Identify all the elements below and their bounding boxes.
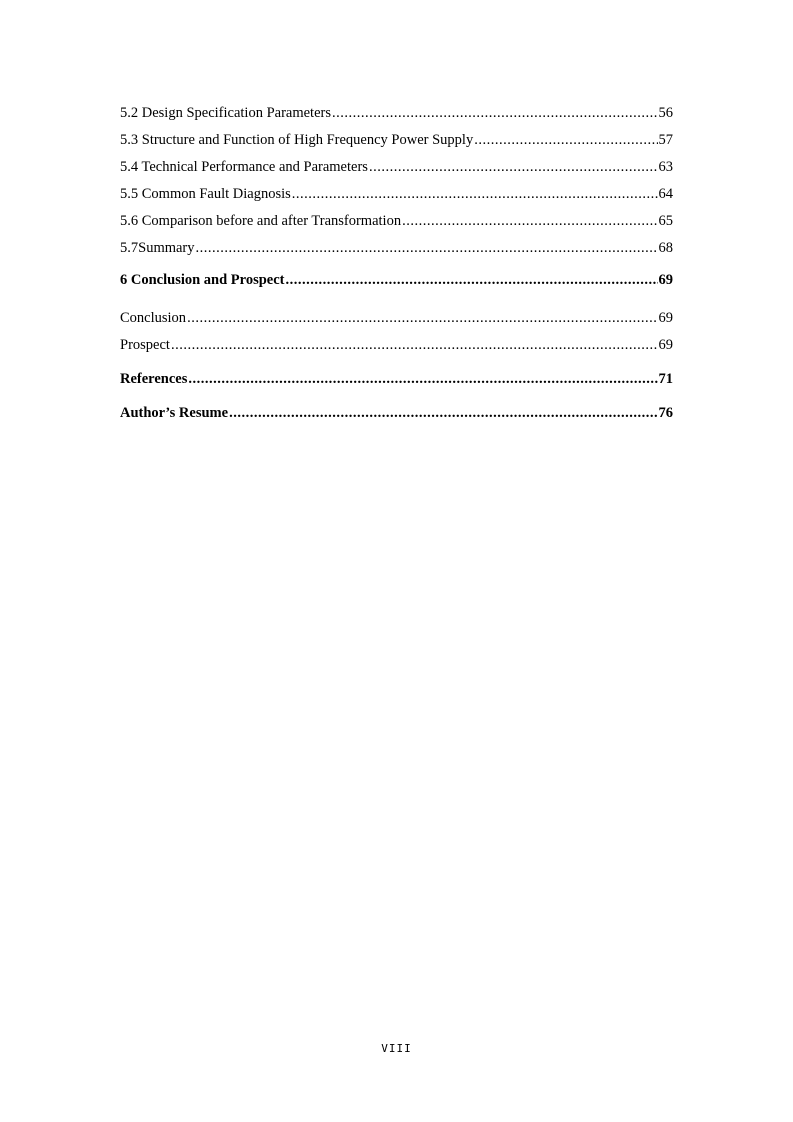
- toc-leader-dots: [402, 212, 657, 230]
- toc-leader-dots: [187, 309, 657, 327]
- toc-entry-page: 76: [658, 405, 673, 421]
- toc-entry-title: 5.5 Common Fault Diagnosis: [120, 186, 291, 202]
- toc-entry-page: 65: [658, 213, 673, 229]
- toc-entry-title: Conclusion: [120, 310, 187, 326]
- toc-entry-page: 71: [658, 371, 673, 387]
- toc-leader-dots: [332, 104, 658, 122]
- toc-entry-5-3[interactable]: [120, 122, 673, 149]
- toc-entry-page: 68: [658, 240, 673, 256]
- toc-entry-page: 57: [658, 132, 673, 148]
- page-number-footer: VIII: [381, 1042, 412, 1055]
- toc-leader-dots: [286, 271, 658, 289]
- toc-entry-title: References: [120, 371, 188, 387]
- toc-leader-dots: [369, 158, 658, 176]
- toc-leader-dots: [292, 185, 658, 203]
- toc-leader-dots: [474, 131, 657, 149]
- toc-entry-5-5[interactable]: [120, 176, 673, 203]
- toc-entry-title: Prospect: [120, 337, 170, 353]
- toc-leader-dots: [188, 370, 657, 388]
- toc-entry-title: 5.6 Comparison before and after Transformation: [120, 213, 402, 229]
- toc-entry-authors-resume[interactable]: [120, 388, 673, 422]
- toc-entry-5-7[interactable]: [120, 230, 673, 257]
- toc-entry-page: 64: [658, 186, 673, 202]
- toc-entry-chapter-6[interactable]: [120, 257, 673, 289]
- toc-entry-title: 5.7Summary: [120, 240, 195, 256]
- toc-entry-page: 69: [658, 272, 673, 288]
- toc-entry-page: 56: [658, 105, 673, 121]
- toc-leader-dots: [171, 336, 658, 354]
- toc-entry-page: 63: [658, 159, 673, 175]
- toc-entry-conclusion[interactable]: [120, 289, 673, 327]
- toc-entry-page: 69: [658, 337, 673, 353]
- toc-entry-5-2[interactable]: [120, 101, 673, 122]
- toc-entry-title: 5.3 Structure and Function of High Frequency Power Supply: [120, 132, 474, 148]
- toc-entry-references[interactable]: [120, 354, 673, 388]
- toc-entry-5-6[interactable]: [120, 203, 673, 230]
- toc-entry-prospect[interactable]: [120, 327, 673, 354]
- toc-leader-dots: [229, 404, 657, 422]
- table-of-contents: [120, 101, 673, 422]
- toc-entry-5-4[interactable]: [120, 149, 673, 176]
- toc-entry-title: 6 Conclusion and Prospect: [120, 272, 285, 288]
- toc-entry-title: 5.2 Design Specification Parameters: [120, 105, 331, 121]
- toc-entry-page: 69: [658, 310, 673, 326]
- toc-entry-title: Author’s Resume: [120, 405, 229, 421]
- toc-entry-title: 5.4 Technical Performance and Parameters: [120, 159, 368, 175]
- toc-leader-dots: [196, 239, 658, 257]
